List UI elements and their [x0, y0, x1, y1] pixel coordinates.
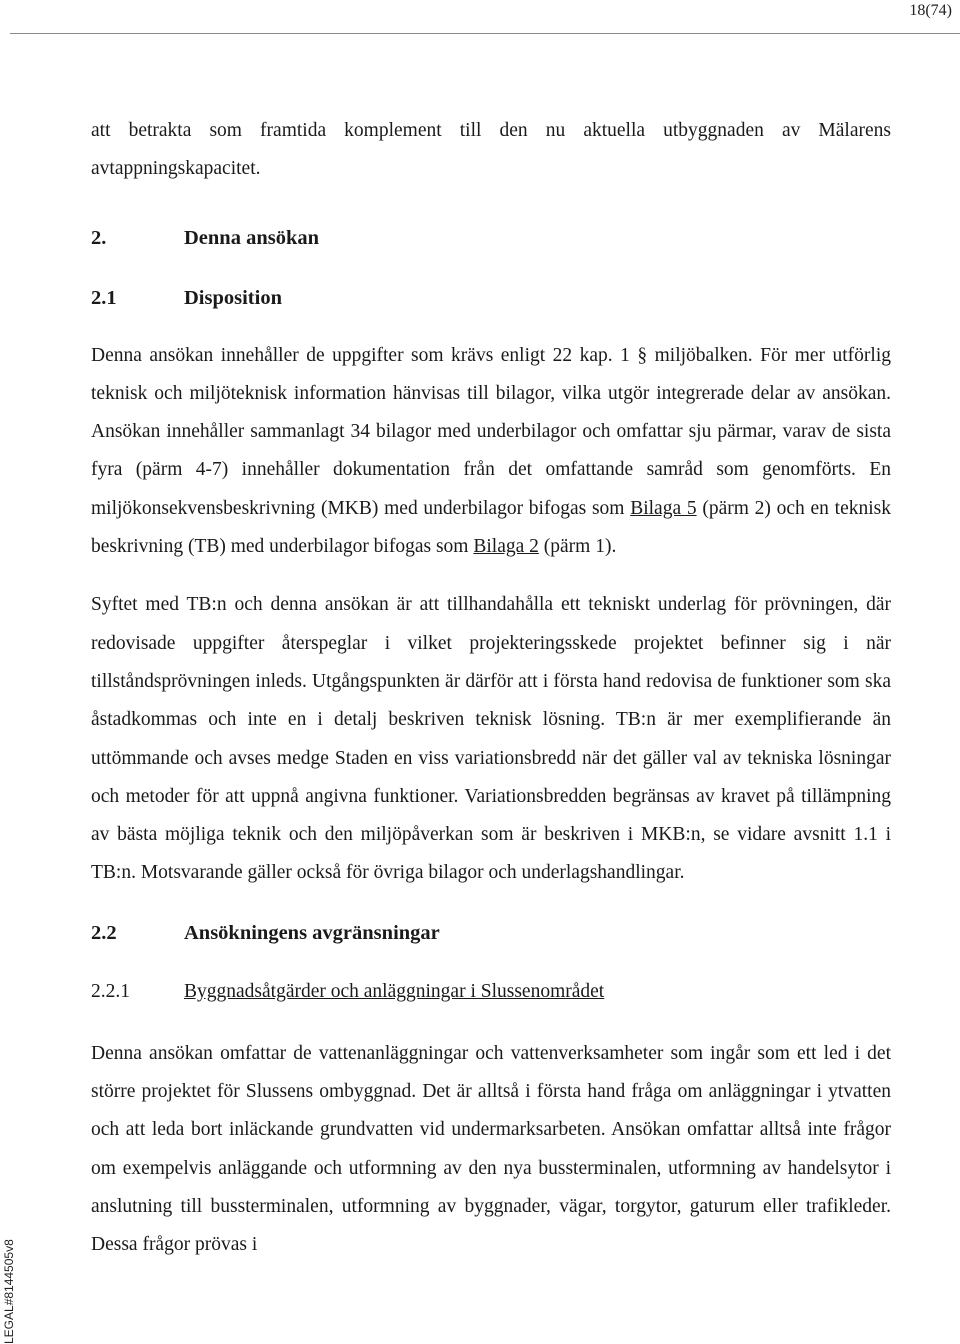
heading-number: 2.1	[91, 286, 117, 309]
header-rule	[10, 33, 960, 34]
heading-title: Denna ansökan	[184, 226, 320, 249]
heading-number: 2.2	[91, 921, 117, 944]
heading-title: Byggnadsåtgärder och anläggningar i Slussenområdet	[184, 980, 605, 1002]
paragraph-text: (pärm 2) och en teknisk beskrivning (TB) med underbilagor bifogas som	[91, 497, 892, 558]
document-body	[91, 112, 891, 1265]
disposition-paragraph	[91, 337, 891, 567]
heading-number: 2.2.1	[91, 980, 130, 1002]
purpose-paragraph: Syftet med TB:n och denna ansökan är att tillhandahålla ett tekniskt underlag för prövningen, där redovisade uppgifter återspeglar i vilket projekteringsskede projektet befinner sig i när tillståndsprövningen inleds. Utgångspunkten är därför att i första hand redovisa de funktioner som ska åstadkommas och inte en i detalj beskriven teknisk lösning. TB:n är mer exemplifierande än uttömmande och avses medge Staden en viss variationsbredd när det gäller val av tekniska lösningar och metoder för att uppnå angivna funktioner. Variationsbredden begränsas av kravet på tillämpning av bästa möjliga teknik och den miljöpåverkan som är beskriven i MKB:n, se vidare avsnitt 1.1 i TB:n. Motsvarande gäller också för övriga bilagor och underlagshandlingar.	[91, 594, 891, 884]
document-id-label: LEGAL#8144505v8	[2, 1239, 16, 1344]
intro-paragraph: att betrakta som framtida komplement till den nu aktuella utbyggnaden av Mälarens avtappningskapacitet.	[91, 120, 891, 180]
heading-title: Disposition	[184, 286, 282, 309]
heading-2-2-1	[91, 973, 891, 1011]
paragraph-text: Denna ansökan innehåller de uppgifter som krävs enligt 22 kap. 1 § miljöbalken. För mer utförlig teknisk och miljöteknisk information hänvisas till bilagor, vilka utgör integrerade delar av ansökan. Ansökan innehåller sammanlagt 34 bilagor med underbilagor och omfattar sju pärmar, varav de sista fyra (pärm 4-7) innehåller dokumentation från det omfattande samråd som genomförts. En miljökonsekvensbeskrivning (MKB) med underbilagor bifogas som	[91, 344, 891, 519]
page-number: 18(74)	[909, 2, 952, 19]
heading-number: 2.	[91, 226, 107, 249]
bilaga-2-reference: Bilaga 2	[473, 536, 539, 558]
heading-title: Ansökningens avgränsningar	[184, 921, 440, 944]
heading-2-2	[91, 914, 891, 952]
scope-paragraph: Denna ansökan omfattar de vattenanläggningar och vattenverksamheter som ingår som ett led i det större projektet för Slussens ombyggnad. Det är alltså i första hand fråga om anläggningar i ytvatten och att leda bort inläckande grundvatten vid undermarksarbeten. Ansökan omfattar alltså inte frågor om exempelvis anläggande och utformning av den nya bussterminalen, utformning av handelsytor i anslutning till bussterminalen, utformning av byggnader, vägar, torgytor, gaturum eller trafikleder. Dessa frågor prövas i	[91, 1042, 891, 1256]
heading-2-1	[91, 279, 891, 317]
heading-2	[91, 219, 891, 257]
paragraph-text: (pärm 1).	[538, 536, 617, 558]
bilaga-5-reference: Bilaga 5	[630, 497, 697, 519]
